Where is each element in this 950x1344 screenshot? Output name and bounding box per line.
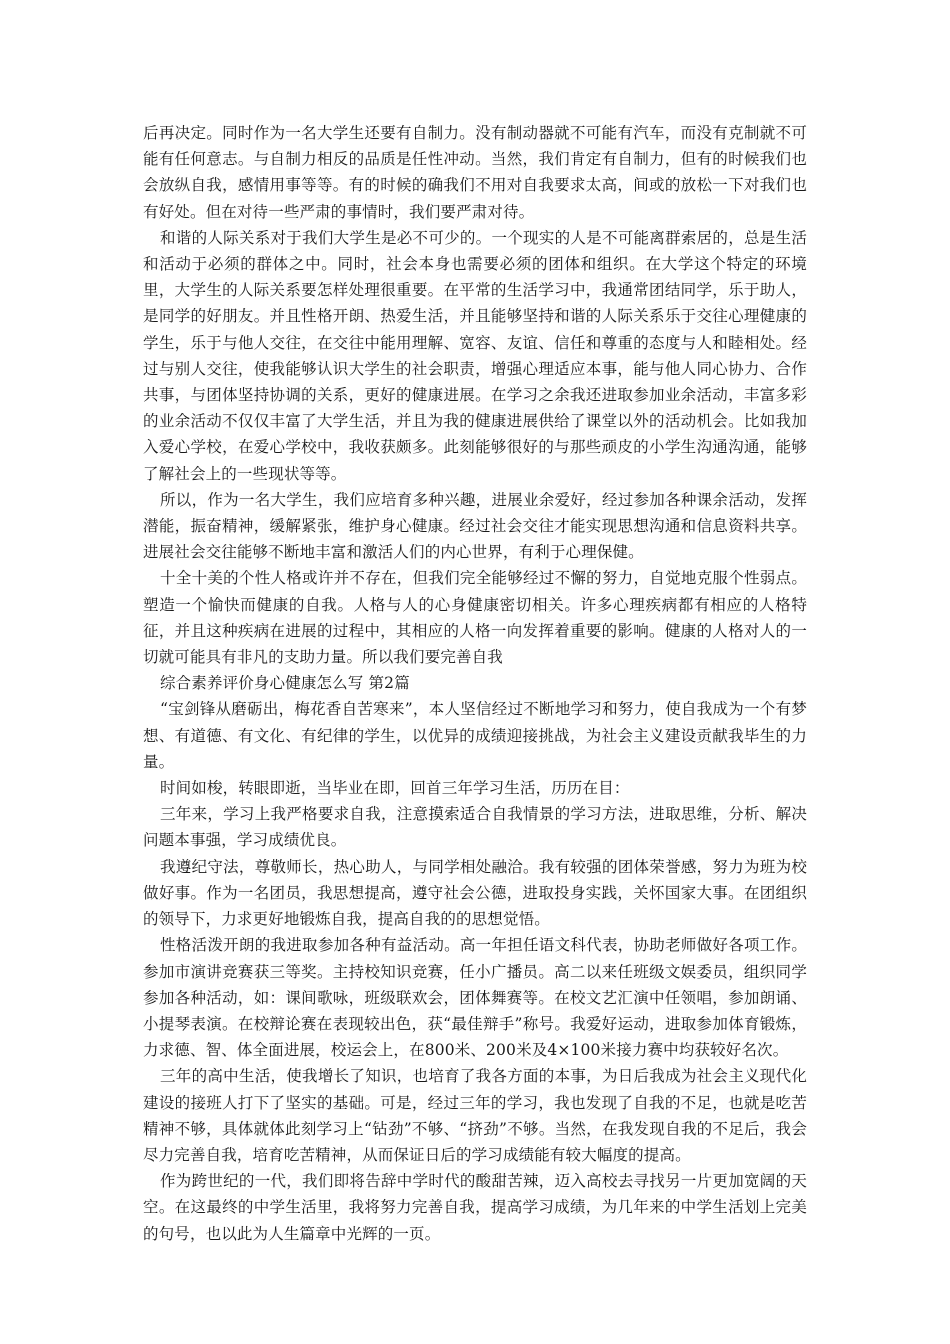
paragraph-self-control: 后再决定。同时作为一名大学生还要有自制力。没有制动器就不可能有汽车，而没有克制就不可能有任何意志。与自制力相反的品质是任性冲动。当然，我们肯定有自制力，但有的时候我们也会放纵自我，感情用事等等。有的时候的确我们不用对自我要求太高，间或的放松一下对我们也有好处。但在对待一些严肃的事情时，我们要严肃对待。 <box>143 124 807 221</box>
paragraph-study: 三年来，学习上我严格要求自我，注意摸索适合自我情景的学习方法，进取思维，分析、解决问题本事强，学习成绩优良。 <box>143 805 807 850</box>
document-page <box>143 120 807 1247</box>
paragraph-activities: 性格活泼开朗的我进取参加各种有益活动。高一年担任语文科代表，协助老师做好各项工作。参加市演讲竞赛获三等奖。主持校知识竞赛，任小广播员。高二以来任班级文娱委员，组织同学参加各种活动，如：课间歌咏，班级联欢会，团体舞赛等。在校文艺汇演中任领唱，参加朗诵、小提琴表演。在校辩论赛在表现较出色，获“最佳辩手”称号。我爱好运动，进取参加体育锻炼，力求德、智、体全面进展，校运会上，在800米、200米及4×100米接力赛中均获较好名次。 <box>143 936 807 1060</box>
paragraph-personality: 十全十美的个性人格或许并不存在，但我们完全能够经过不懈的努力，自觉地克服个性弱点。塑造一个愉快而健康的自我。人格与人的心身健康密切相关。许多心理疾病都有相应的人格特征，并且这种疾病在进展的过程中，其相应的人格一向发挥着重要的影响。健康的人格对人的一切就可能具有非凡的支助力量。所以我们要完善自我 <box>143 569 807 667</box>
paragraph-high-school: 三年的高中生活，使我增长了知识，也培育了我各方面的本事，为日后我成为社会主义现代化建设的接班人打下了坚实的基础。可是，经过三年的学习，我也发现了自我的不足，也就是吃苦精神不够，具体就体此刻学习上“钻劲”不够、“挤劲”不够。当然，在我发现自我的不足后，我会尽力完善自我，培育吃苦精神，从而保证日后的学习成绩能有较大幅度的提高。 <box>143 1067 807 1164</box>
paragraph-future: 作为跨世纪的一代，我们即将告辞中学时代的酸甜苦辣，迈入高校去寻找另一片更加宽阔的天空。在这最终的中学生活里，我将努力完善自我，提高学习成绩，为几年来的中学生活划上完美的句号，也以此为人生篇章中光辉的一页。 <box>143 1172 807 1243</box>
paragraph-motto: “宝剑锋从磨砺出，梅花香自苦寒来”，本人坚信经过不断地学习和努力，使自我成为一个有梦想、有道德、有文化、有纪律的学生，以优异的成绩迎接挑战，为社会主义建设贡献我毕生的力量。 <box>143 700 807 771</box>
section-heading: 综合素养评价身心健康怎么写 第2篇 <box>160 674 410 693</box>
paragraph-relationships: 和谐的人际关系对于我们大学生是必不可少的。一个现实的人是不可能离群索居的，总是生活和活动于必须的群体之中。同时，社会本身也需要必须的团体和组织。在大学这个特定的环境里，大学生的人际关系要怎样处理很重要。在平常的生活学习中，我通常团结同学，乐于助人，是同学的好朋友。并且性格开朗、热爱生活，并且能够坚持和谐的人际关系乐于交往心理健康的学生，乐于与他人交往，在交往中能用理解、宽容、友谊、信任和尊重的态度与人和睦相处。经过与别人交往，使我能够认识大学生的社会职责，增强心理适应本事，能与他人同心协力、合作共事，与团体坚持协调的关系，更好的健康进展。在学习之余我还进取参加业余活动，丰富多彩的业余活动不仅仅丰富了大学生活，并且为我的健康进展供给了课堂以外的活动机会。比如我加入爱心学校，在爱心学校中，我收获颇多。此刻能够很好的与那些顽皮的小学生沟通沟通，能够了解社会上的一些现状等等。 <box>143 228 807 483</box>
paragraph-time-flies: 时间如梭，转眼即逝，当毕业在即，回首三年学习生活，历历在目： <box>160 779 630 798</box>
paragraph-interests: 所以，作为一名大学生，我们应培育多种兴趣，进展业余爱好，经过参加各种课余活动，发挥潜能，振奋精神，缓解紧张，维护身心健康。经过社会交往才能实现思想沟通和信息资料共享。进展社会交往能够不断地丰富和激活人们的内心世界，有利于心理保健。 <box>143 490 807 562</box>
paragraph-discipline: 我遵纪守法，尊敬师长，热心助人，与同学相处融洽。我有较强的团体荣誉感，努力为班为校做好事。作为一名团员，我思想提高，遵守社会公德，进取投身实践，关怀国家大事。在团组织的领导下，力求更好地锻炼自我，提高自我的的思想觉悟。 <box>143 857 807 929</box>
